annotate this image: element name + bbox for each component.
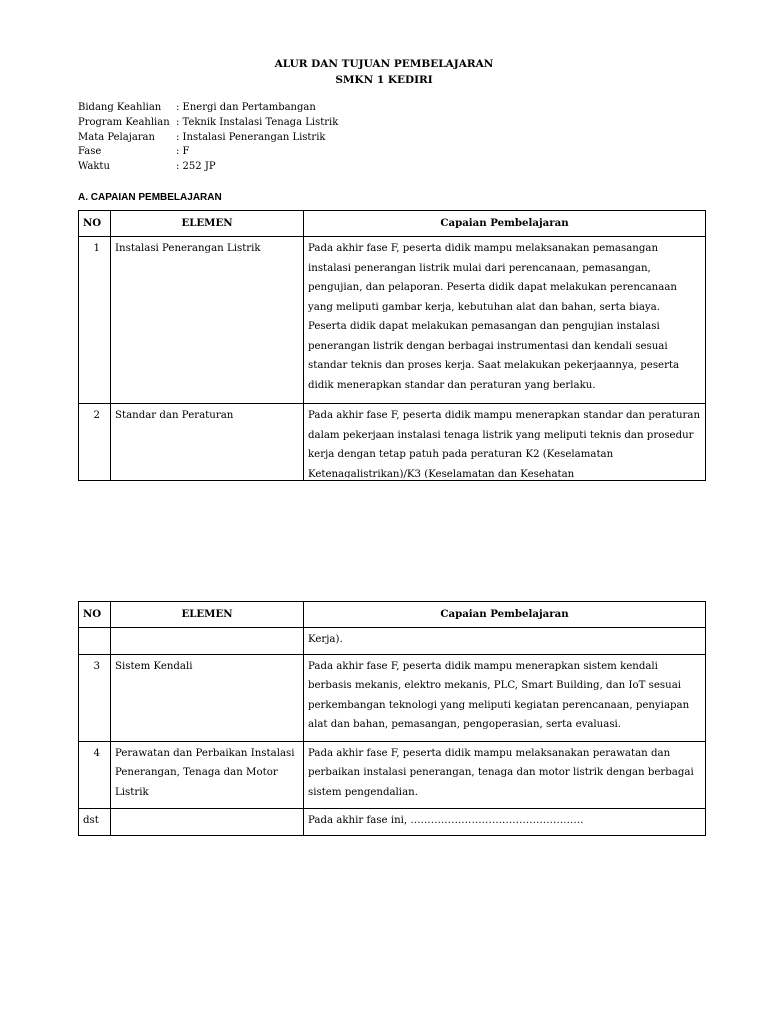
info-label: Mata Pelajaran (78, 131, 155, 143)
table-header-row (79, 211, 706, 237)
info-block (78, 102, 338, 176)
row-capaian: Pada akhir fase F, peserta didik mampu menerapkan sistem kendali berbasis mekanis, elektro mekanis, PLC, Smart Building, dan IoT sesuai perkembangan teknologi yang meliputi kegiatan perencanaan, penyiapan alat dan bahan, pemasangan, pengoperasian, serta evaluasi. (304, 654, 706, 741)
table-row (79, 628, 706, 655)
info-row-program (78, 117, 338, 132)
row-capaian: Kerja). (304, 628, 706, 655)
info-value: : Teknik Instalasi Tenaga Listrik (176, 116, 339, 128)
info-value: : 252 JP (176, 161, 216, 173)
row-number: 3 (79, 654, 111, 741)
header-elemen: ELEMEN (111, 211, 304, 237)
row-elemen (111, 809, 304, 836)
table-row (79, 809, 706, 836)
table-row (79, 404, 706, 481)
row-elemen: Perawatan dan Perbaikan Instalasi Penerangan, Tenaga dan Motor Listrik (111, 741, 304, 809)
header-no: NO (79, 602, 111, 628)
row-number: 1 (79, 237, 111, 404)
header-no: NO (79, 211, 111, 237)
row-capaian: Pada akhir fase F, peserta didik mampu melaksanakan pemasangan instalasi penerangan listrik mulai dari perencanaan, pemasangan, pengujian, dan pelaporan. Peserta didik dapat melakukan perencanaan yang meliputi gambar kerja, kebutuhan alat dan bahan, serta biaya. Peserta didik dapat melakukan pemasangan dan pengujian instalasi penerangan listrik dengan berbagai instrumentasi dan kendali sesuai standar teknis dan proses kerja. Saat melakukan pekerjaannya, peserta didik menerapkan standar dan peraturan yang berlaku. (304, 237, 706, 404)
info-label: Bidang Keahlian (78, 102, 162, 113)
row-capaian: Pada akhir fase F, peserta didik mampu melaksanakan perawatan dan perbaikan instalasi penerangan, tenaga dan motor listrik dengan berbagai sistem pengendalian. (304, 741, 706, 809)
table-header-row (79, 602, 706, 628)
info-label: Fase (78, 146, 102, 158)
row-number: 4 (79, 741, 111, 809)
row-elemen: Standar dan Peraturan (111, 404, 304, 481)
header-capaian: Capaian Pembelajaran (304, 602, 706, 628)
school-name: SMKN 1 KEDIRI (335, 74, 433, 86)
section-heading: A. CAPAIAN PEMBELAJARAN (78, 192, 222, 203)
info-label: Program Keahlian (78, 116, 170, 128)
row-capaian-cell (304, 404, 706, 481)
info-row-bidang (78, 102, 338, 117)
row-elemen: Instalasi Penerangan Listrik (111, 237, 304, 404)
info-value: : Energi dan Pertambangan (176, 102, 316, 113)
row-capaian: Pada akhir fase ini, …………………………………………… (304, 809, 706, 836)
row-elemen (111, 628, 304, 655)
info-row-fase (78, 146, 338, 161)
header-capaian: Capaian Pembelajaran (304, 211, 706, 237)
table-row (79, 654, 706, 741)
info-value: : F (176, 146, 190, 158)
table-row (79, 237, 706, 404)
header-elemen: ELEMEN (111, 602, 304, 628)
info-row-mapel (78, 132, 338, 147)
info-value: : Instalasi Penerangan Listrik (176, 131, 326, 143)
row-capaian: Pada akhir fase F, peserta didik mampu menerapkan standar dan peraturan dalam pekerjaan instalasi tenaga listrik yang meliputi teknis dan prosedur kerja dengan tetap patuh pada peraturan K2 (Keselamatan Ketenagalistrikan)/K3 (Keselamatan dan Kesehatan (308, 410, 701, 478)
row-number: 2 (79, 404, 111, 481)
row-elemen: Sistem Kendali (111, 654, 304, 741)
capaian-table-part-1 (78, 210, 706, 481)
info-label: Waktu (78, 161, 110, 173)
capaian-table-part-2 (78, 601, 706, 836)
info-row-waktu (78, 161, 338, 176)
document-title: ALUR DAN TUJUAN PEMBELAJARAN (274, 58, 494, 70)
row-number: dst (79, 809, 111, 836)
table-row (79, 741, 706, 809)
row-number (79, 628, 111, 655)
